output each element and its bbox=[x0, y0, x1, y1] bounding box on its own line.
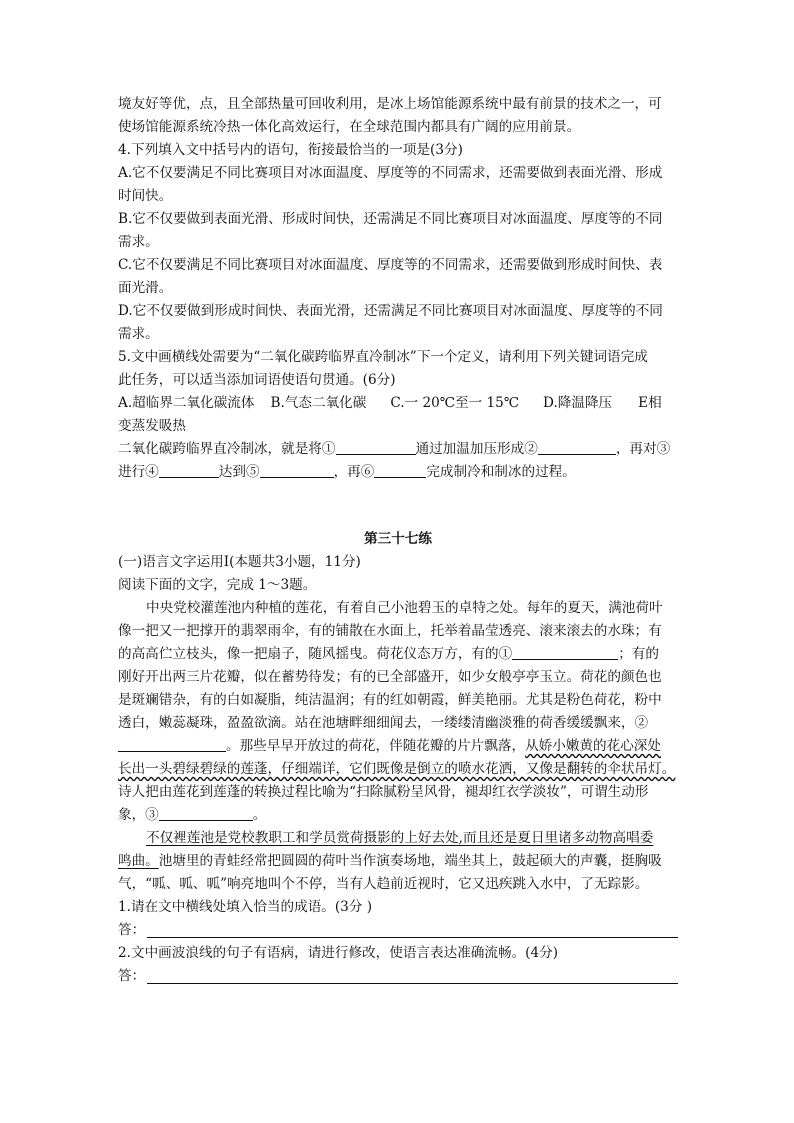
blank-4[interactable] bbox=[159, 463, 219, 478]
blank-1[interactable] bbox=[336, 440, 416, 455]
blank-idiom-3[interactable] bbox=[159, 806, 253, 821]
passage-line-7: 。那些早早开放过的荷花，伴随花瓣的片片飘落，从娇小嫩黄的花心深处 bbox=[118, 735, 678, 758]
underlined-sentence-end: 鸣曲。 bbox=[118, 853, 159, 869]
passage2-line-3: 气，“呱、呱、呱”响亮地叫个不停，当有人趋前近视时，它又迅疾跳入水中，了无踪影。 bbox=[118, 876, 649, 892]
option-c-line-1: C.它不仅要满足不同比赛项目对冰面温度、厚度等的不同需求，还需要做到形成时间快、表 bbox=[118, 257, 663, 273]
question-5-stem-line-2: 此任务，可以适当添加词语使语句贯通。(6分) bbox=[118, 372, 396, 388]
question-1: 1.请在文中横线处填入恰当的成语。(3分 ) bbox=[118, 899, 373, 915]
answer-label: 答： bbox=[118, 968, 146, 984]
option-b-line-2: 需求。 bbox=[118, 234, 159, 250]
blank-idiom-2[interactable] bbox=[118, 737, 226, 752]
keyword-c: C.一 20℃至一 15℃ bbox=[390, 395, 520, 411]
passage-line-2: 像一把又一把撑开的翡翠雨伞，有的铺散在水面上，托举着晶莹透亮、滚来滚去的水珠；有 bbox=[118, 623, 662, 639]
question-5-stem-line-1: 5.文中画横线处需要为“二氧化碳跨临界直冷制冰”下一个定义，请利用下列关键词语完成 bbox=[118, 349, 648, 365]
fill-sentence-line-2: 进行④ 达到⑤ ，再⑥ 完成制冷和制冰的过程。 bbox=[118, 464, 576, 480]
passage2-line-2: 鸣曲。池塘里的青蛙经常把圆圆的荷叶当作演奏场地，端坐其上，鼓起硕大的声囊，挺胸吸 bbox=[118, 853, 662, 869]
keyword-e-continued: 变蒸发吸热 bbox=[118, 418, 186, 434]
document-page bbox=[118, 93, 678, 988]
option-d-line-2: 需求。 bbox=[118, 326, 159, 342]
keyword-b: B.气态二氧化碳 bbox=[270, 395, 367, 411]
option-c-line-2: 面光滑。 bbox=[118, 280, 173, 296]
option-a-line-2: 时间快。 bbox=[118, 188, 173, 204]
question-4-stem: 4.下列填入文中括号内的语句，衔接最恰当的一项是(3分) bbox=[118, 142, 463, 158]
passage-line-4: 刚好开出两三片花瓣，似在蓄势待发；有的已全部盛开，如少女般亭亭玉立。荷花的颜色也 bbox=[118, 669, 662, 685]
blank-2[interactable] bbox=[538, 440, 616, 455]
option-d-line-1: D.它不仅要做到形成时间快、表面光滑，还需满足不同比赛项目对冰面温度、厚度等的不同 bbox=[118, 303, 663, 319]
intro-line-1: 境友好等优，点，且全部热量可回收利用，是冰上场馆能源系统中最有前景的技术之一，可 bbox=[118, 96, 662, 112]
answer-line-2[interactable] bbox=[147, 969, 678, 984]
answer-row-1 bbox=[118, 919, 678, 942]
wavy-sentence-end: 长出一头碧绿碧绿的莲蓬，仔细端详，它们既像是倒立的喷水花洒，又像是翻转的伞状吊灯。 bbox=[118, 761, 676, 777]
keyword-d: D.降温降压 bbox=[543, 395, 613, 411]
wavy-sentence-start: 从娇小嫩黄的花心深处 bbox=[525, 738, 661, 754]
blank-idiom-1[interactable] bbox=[512, 645, 618, 660]
question-2: 2.文中画波浪线的句子有语病，请进行修改，使语言表达准确流畅。(4分) bbox=[118, 945, 559, 961]
answer-row-2 bbox=[118, 965, 678, 988]
keyword-e: E相 bbox=[638, 395, 662, 411]
underlined-sentence-start: 不仅裡莲池是党校教职工和学员赏荷摄影的上好去处,而且还是夏日里诸多动物高唱委 bbox=[146, 830, 654, 846]
fill-sentence-line-1: 二氧化碳跨临界直冷制冰，就是将① 通过加温加压形成② ，再对③ bbox=[118, 441, 671, 457]
option-b-line-1: B.它不仅要做到表面光滑、形成时间快，还需满足不同比赛项目对冰面温度、厚度等的不同 bbox=[118, 211, 663, 227]
answer-label: 答： bbox=[118, 922, 146, 938]
keyword-list bbox=[118, 392, 678, 415]
option-a-line-1: A.它不仅要满足不同比赛项目对冰面温度、厚度等的不同需求，还需要做到表面光滑、形成 bbox=[118, 165, 663, 181]
section-title: 第三十七练 bbox=[364, 531, 432, 547]
keyword-a: A.超临界二氧化碳流体 bbox=[118, 395, 255, 411]
passage-line-5: 是斑斓错杂，有的白如凝脂，纯洁温润；有的红如朝霞，鲜美艳丽。尤其是粉色荷花，粉中 bbox=[118, 692, 662, 708]
blank-6[interactable] bbox=[374, 463, 426, 478]
passage-line-1: 中央党校灌莲池内种植的莲花，有着自己小池碧玉的卓特之处。每年的夏天，满池荷叶 bbox=[146, 600, 663, 616]
passage-line-8 bbox=[118, 758, 678, 781]
passage-line-6: 透白，嫩蕊凝珠，盈盈欲滴。站在池塘畔细细闻去，一缕缕清幽淡雅的荷香缓缓飘来，② bbox=[118, 715, 649, 731]
section-heading: (一)语言文字运用Ⅰ(本题共3小题，11分) bbox=[118, 554, 361, 570]
blank-5[interactable] bbox=[260, 463, 334, 478]
passage2-line-1 bbox=[118, 827, 678, 850]
passage-line-3: 的高高伫立枝头，像一把扇子，随风摇曳。荷花仪态万方，有的① ；有的 bbox=[118, 646, 659, 662]
reading-instruction: 阅读下面的文字，完成 1～3题。 bbox=[118, 577, 317, 593]
passage-line-9: 诗人把由莲花到莲蓬的转换过程比喻为“扫除腻粉呈风骨，褪却红衣学淡妆”，可谓生动形 bbox=[118, 784, 649, 800]
passage-line-10: 象，③ 。 bbox=[118, 807, 267, 823]
answer-line-1[interactable] bbox=[147, 923, 678, 938]
intro-line-2: 使场馆能源系统冷热一体化高效运行，在全球范围内都具有广阔的应用前景。 bbox=[118, 119, 581, 135]
